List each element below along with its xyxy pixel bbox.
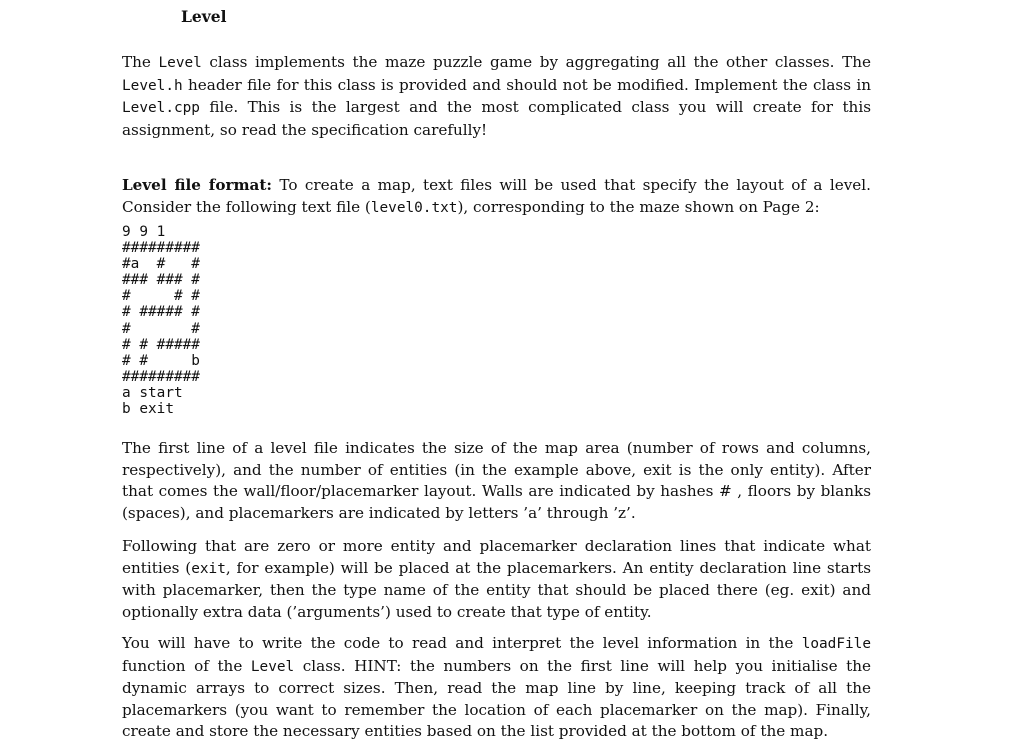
format-text-1: To create a map, text files will be used that specify the layout of a level. Consider the following text file ( xyxy=(122,176,871,216)
code-level-class-2: Level xyxy=(250,658,295,675)
code-level-class: Level xyxy=(158,55,202,71)
load-text-1: You will have to write the code to read and interpret the level information in the xyxy=(122,634,802,652)
following-paragraph xyxy=(122,536,871,623)
intro-paragraph xyxy=(122,52,871,141)
intro-text-4: file. This is the largest and the most complicated class you will create for this assignment, so read the specification carefully! xyxy=(122,98,871,139)
intro-text-1: The xyxy=(122,53,159,71)
first-line-paragraph: The first line of a level file indicates the size of the map area (number of rows and columns, respectively), and the number of entities (in the example above, exit is the only entity). After that comes the wall/floor/placemarker layout. Walls are indicated by hashes # , floors by blanks (spaces), and placemarkers are indicated by letters ’a’ through ’z’. xyxy=(122,439,871,522)
code-line: ### ### # xyxy=(122,272,200,289)
code-line: # # # xyxy=(122,288,200,305)
code-line: 9 9 1 xyxy=(122,224,166,240)
code-line: # # xyxy=(122,320,200,337)
section-title: Level xyxy=(181,7,227,26)
code-loadfile: loadFile xyxy=(801,636,871,652)
code-line: a start xyxy=(122,384,183,401)
code-level-header: Level.h xyxy=(122,77,183,94)
code-line: #a # # xyxy=(122,256,200,273)
format-label: Level file format: xyxy=(122,176,272,194)
intro-text-2: class implements the maze puzzle game by aggregating all the other classes. The xyxy=(201,53,871,71)
code-line: b exit xyxy=(122,401,174,418)
load-text-2: function of the xyxy=(122,656,251,675)
format-paragraph xyxy=(122,175,871,219)
format-text-2: ), corresponding to the maze shown on Page 2: xyxy=(457,197,820,216)
following-text-2: , for example) will be placed at the placemarkers. An entity declaration line starts with placemarker, then the type name of the entity that should be placed there (eg. exit) and optionally extra data (’arguments’) used to create that type of entity. xyxy=(122,558,871,621)
code-line: # # ##### xyxy=(122,336,200,353)
code-line: # ##### # xyxy=(122,304,200,321)
code-level-cpp: Level.cpp xyxy=(122,100,200,117)
code-exit: exit xyxy=(191,560,226,577)
code-level0-txt: level0.txt xyxy=(370,199,458,216)
load-text-3: class. HINT: the numbers on the first line will help you initialise the dynamic arrays to correct sizes. Then, read the map line by line, keeping track of all the placemarkers (you want to remember the location of each placemarker on the map). Finally, create and store the necessary entities based on the list provided at the bottom of the map. xyxy=(122,656,871,741)
code-line: # # b xyxy=(122,352,200,369)
example-level-file xyxy=(122,224,200,417)
loadfile-paragraph xyxy=(122,633,871,743)
code-line: ######### xyxy=(122,240,200,257)
following-text-1: Following that are zero or more entity and placemarker declaration lines that indicate what entities ( xyxy=(122,537,871,577)
intro-text-3: header file for this class is provided and should not be modified. Implement the class in xyxy=(182,75,871,94)
code-line: ######### xyxy=(122,368,200,385)
